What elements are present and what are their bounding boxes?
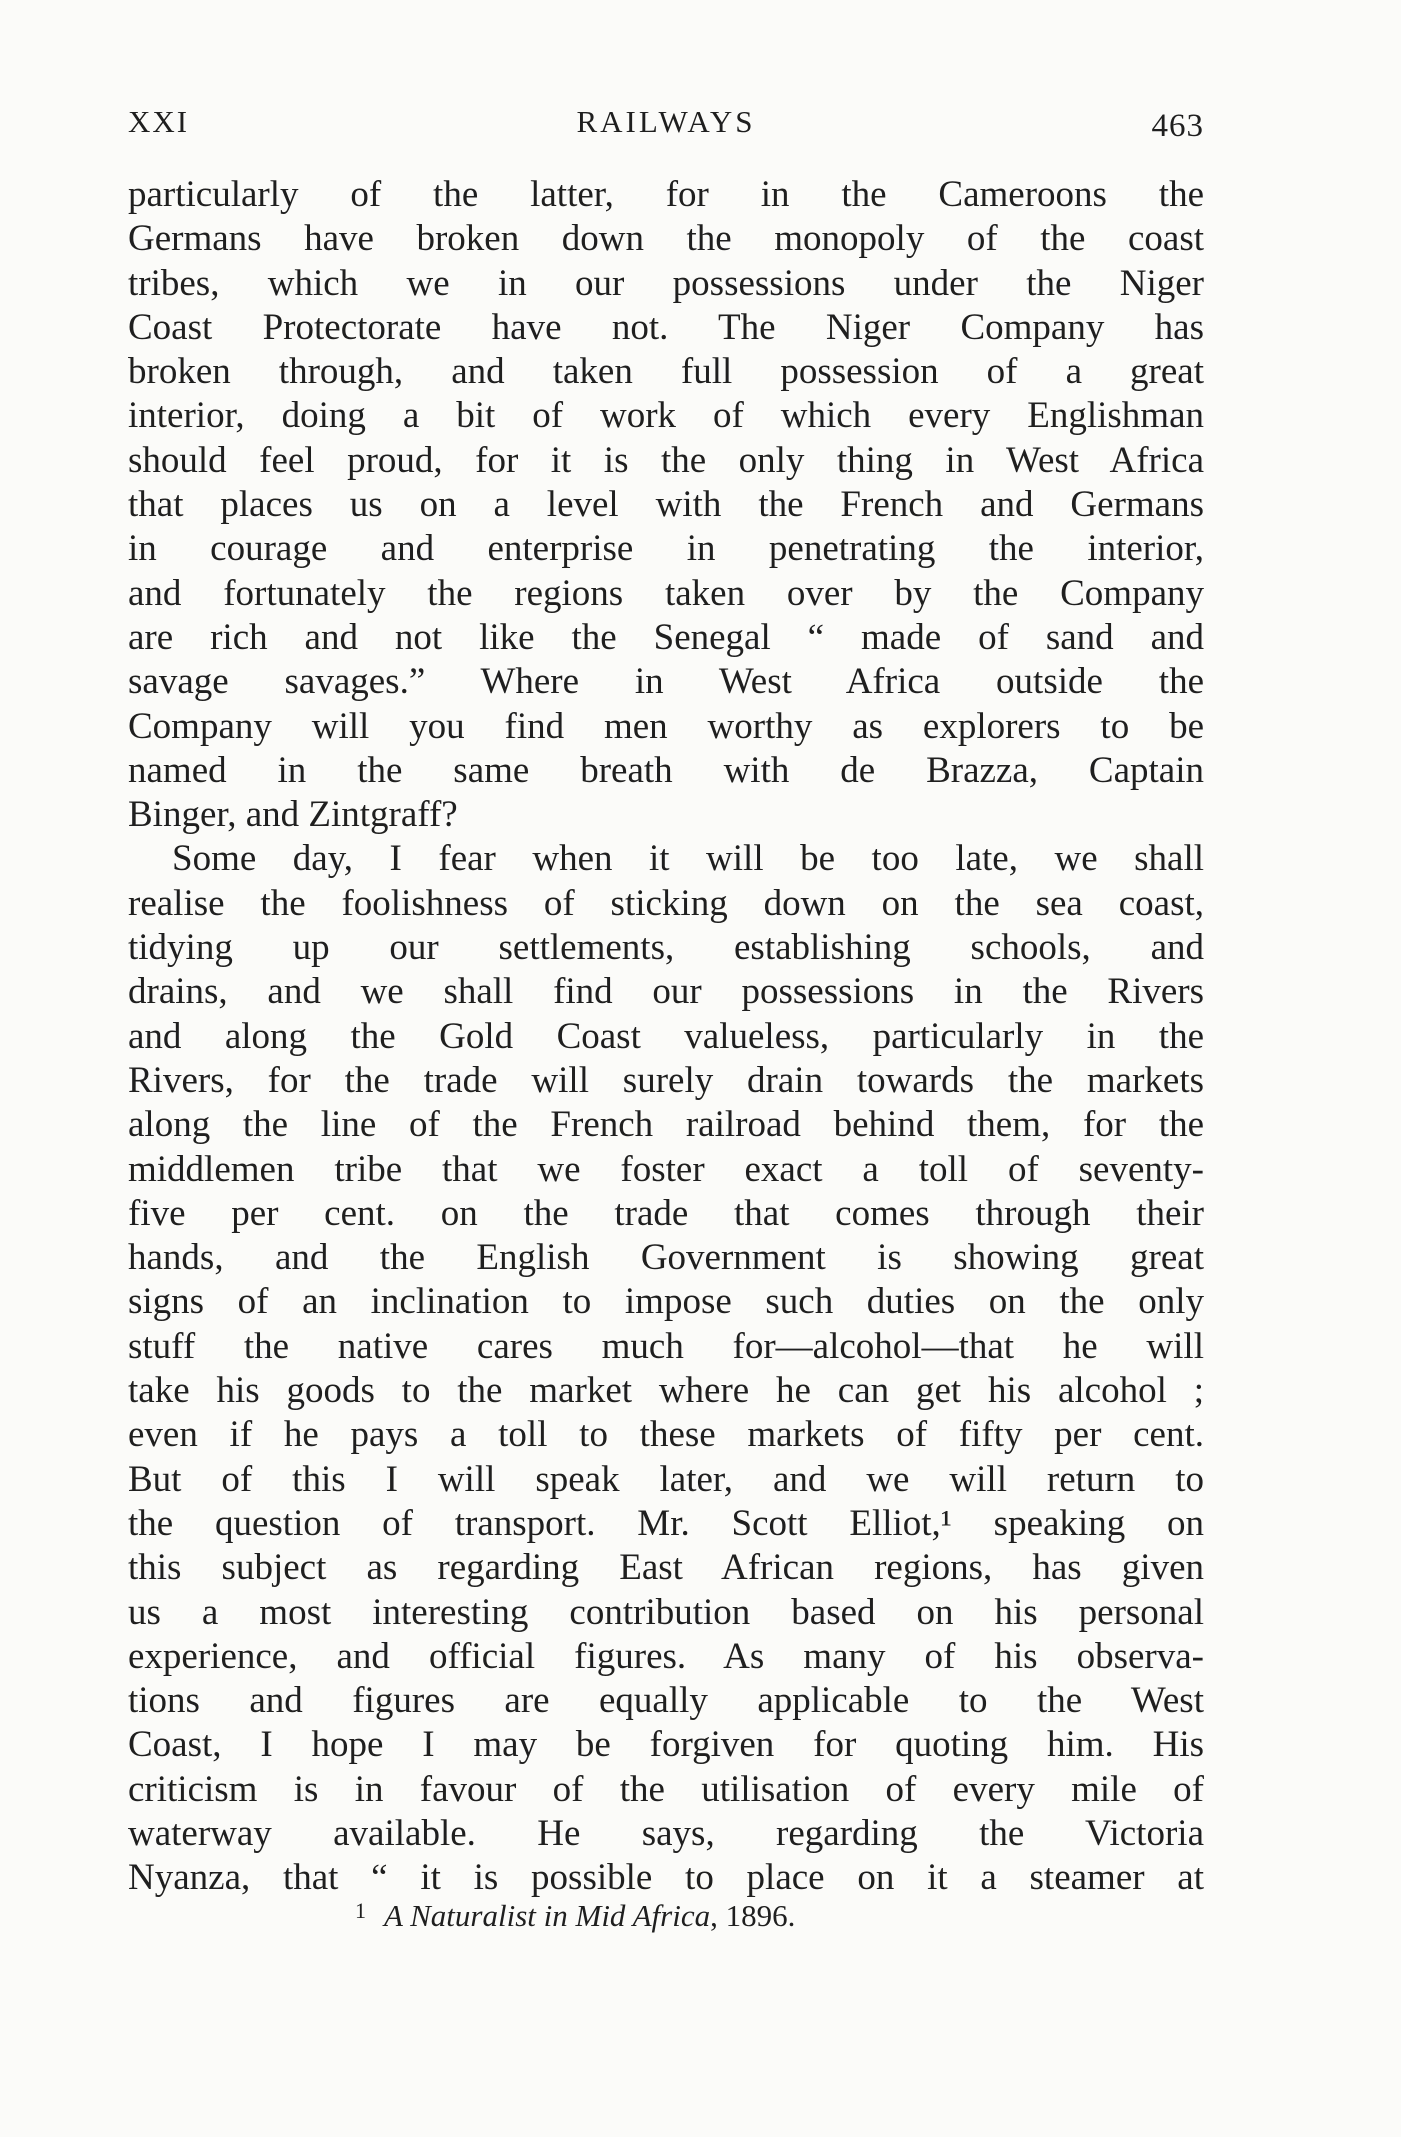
text-line: Nyanza, that “ it is possible to place on it a steamer at: [128, 1857, 1204, 1899]
text-line: even if he pays a toll to these markets of fifty per cent.: [128, 1414, 1204, 1456]
text-line: along the line of the French railroad behind them, for the: [128, 1104, 1204, 1146]
text-line: five per cent. on the trade that comes through their: [128, 1192, 1204, 1234]
text-line: Some day, I fear when it will be too late, we shall: [172, 838, 1204, 880]
text-line: named in the same breath with de Brazza, Captain: [128, 749, 1204, 791]
text-line: take his goods to the market where he can get his alcohol ;: [128, 1370, 1204, 1412]
text-line: are rich and not like the Senegal “ made of sand and: [128, 616, 1204, 658]
text-line: tidying up our settlements, establishing schools, and: [128, 927, 1204, 969]
text-line: interior, doing a bit of work of which every Englishman: [128, 395, 1204, 437]
text-line: and fortunately the regions taken over by the Company: [128, 572, 1204, 614]
text-line: signs of an inclination to impose such duties on the only: [128, 1281, 1204, 1323]
text-line: waterway available. He says, regarding the Victoria: [128, 1812, 1204, 1854]
text-line: criticism is in favour of the utilisation of every mile of: [128, 1768, 1204, 1810]
text-line: Company will you find men worthy as explorers to be: [128, 705, 1204, 747]
footnote: [355, 1898, 795, 1934]
text-line: But of this I will speak later, and we will return to: [128, 1458, 1204, 1500]
footnote-mark: 1: [355, 1898, 366, 1923]
text-line: that places us on a level with the French and Germans: [128, 484, 1204, 526]
text-line: hands, and the English Government is showing great: [128, 1237, 1204, 1279]
text-line: Rivers, for the trade will surely drain towards the markets: [128, 1059, 1204, 1101]
footnote-book-title: A Naturalist in Mid Africa: [384, 1898, 711, 1933]
text-line: drains, and we shall find our possessions in the Rivers: [128, 971, 1204, 1013]
text-line: Coast Protectorate have not. The Niger Company has: [128, 306, 1204, 348]
text-line: Coast, I hope I may be forgiven for quoting him. His: [128, 1724, 1204, 1766]
text-line: Binger, and Zintgraff?: [128, 794, 458, 836]
footnote-year: , 1896.: [710, 1898, 796, 1933]
text-line: Germans have broken down the monopoly of the coast: [128, 218, 1204, 260]
text-line: in courage and enterprise in penetrating the interior,: [128, 528, 1204, 570]
text-line: this subject as regarding East African regions, has given: [128, 1547, 1204, 1589]
text-line: the question of transport. Mr. Scott Elliot,¹ speaking on: [128, 1502, 1204, 1544]
running-title: RAILWAYS: [576, 104, 756, 139]
body-text: [128, 173, 1204, 1901]
text-line: broken through, and taken full possession of a great: [128, 351, 1204, 393]
running-head: [128, 98, 1204, 148]
text-line: realise the foolishness of sticking down on the sea coast,: [128, 882, 1204, 924]
text-line: should feel proud, for it is the only thing in West Africa: [128, 439, 1204, 481]
text-line: stuff the native cares much for—alcohol—that he will: [128, 1325, 1204, 1367]
text-line: experience, and official figures. As many of his observa-: [128, 1635, 1204, 1677]
text-line: savage savages.” Where in West Africa outside the: [128, 661, 1204, 703]
text-line: us a most interesting contribution based on his personal: [128, 1591, 1204, 1633]
text-line: and along the Gold Coast valueless, particularly in the: [128, 1015, 1204, 1057]
chapter-number: XXI: [128, 104, 190, 139]
text-line: middlemen tribe that we foster exact a toll of seventy-: [128, 1148, 1204, 1190]
text-line: particularly of the latter, for in the Cameroons the: [128, 174, 1204, 215]
text-line: tions and figures are equally applicable to the West: [128, 1680, 1204, 1722]
page-number: 463: [1151, 108, 1204, 144]
text-line: tribes, which we in our possessions under the Niger: [128, 262, 1204, 304]
